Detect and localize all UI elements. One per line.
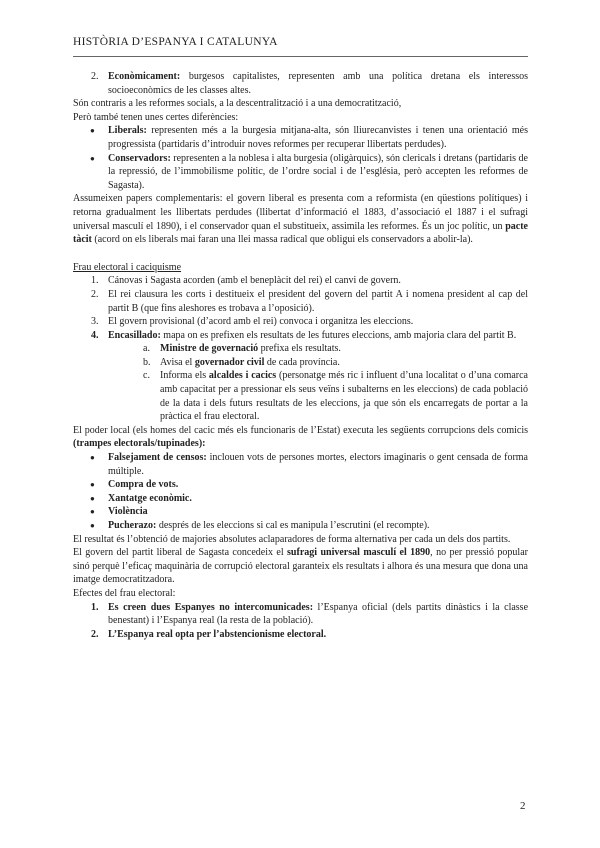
header-divider xyxy=(73,56,528,57)
bullet-icon: ● xyxy=(90,507,95,517)
list-item: ● Xantatge econòmic. xyxy=(90,492,192,504)
list-item: 2. L’Espanya real opta per l’abstencionisme electoral. xyxy=(91,628,327,640)
item-term: Encasillado: xyxy=(108,329,161,341)
list-item: 2. El rei clausura les corts i destitueix el president del govern del partit A i nomena president al cap del partit B (que fins aleshores es trobava a l’oposició). xyxy=(91,288,528,314)
bullet-icon: ● xyxy=(90,521,95,530)
page-number: 2 xyxy=(520,800,526,812)
item-text: representen més a la burgesia mitjana-alta, són lliurecanvistes i tenen una orientació més progressista (partidaris d’introduir noves reformes per recuperar llibertats perdudes). xyxy=(108,125,528,150)
paragraph: Són contraris a les reformes socials, a la descentralització i a una democratització, xyxy=(73,98,402,110)
bullet-icon: ● xyxy=(90,153,95,163)
list-item: ● Falsejament de censos: inclouen vots de persones mortes, electors imaginaris o gent censada de forma múltiple. xyxy=(90,452,528,477)
paragraph: El poder local (els homes del cacic més els funcionaris de l’Estat) executa les següents corrupcions dels comicis (trampes electorals/tupinades): xyxy=(73,424,528,450)
item-term: Econòmicament: xyxy=(108,71,181,82)
list-item: 1. Es creen dues Espanyes no intercomunicades: l’Espanya oficial (dels partits dinàstics i la classe benestant) i l’Espanya real (la resta de la població). xyxy=(91,601,529,627)
bold-term: pacte tàcit xyxy=(73,220,528,246)
item-text: burgesos capitalistes, representen amb una política dretana els interessos socioeconòmics de les classes altes. xyxy=(108,71,528,96)
paragraph: Efectes del frau electoral: xyxy=(73,587,176,599)
sub-list-item: a. Ministre de governació prefixa els resultats. xyxy=(143,343,341,355)
paragraph: Però també tenen unes certes diferències: xyxy=(73,111,239,123)
bullet-icon: ● xyxy=(90,493,95,503)
paragraph: El govern del partit liberal de Sagasta concedeix el sufragi universal masculí el 1890, no per pressió popular sinó perquè l’eficaç maquinària de corrupció electoral garanteix els resultats i alhora és una mesura que dona una imatge democratitzadora. xyxy=(73,547,528,586)
bullet-icon: ● xyxy=(90,480,95,490)
item-text: representen a la noblesa i alta burgesia (oligàrquics), són clericals i dretans (partidaris de la repressió, de l’immobilisme polític, de l’ordre social i de l’església, però accepten les reformes de Sagasta). xyxy=(108,152,528,191)
list-item-liberals xyxy=(73,124,528,151)
list-item: ● Pucherazo: després de les eleccions si cal es manipula l’escrutini (el recompte). xyxy=(90,520,430,531)
item-term: Liberals: xyxy=(108,125,147,137)
list-item xyxy=(73,70,528,97)
paragraph: Assumeixen papers complementaris: el govern liberal es presenta com a reformista (en qüestions polítiques) i retorna gradualment les llibertats perdudes (llibertat d’informació el 1883, d’associació el 1887 i el sufragi universal masculí el 1890), i el conservador quan el substitueix, assimila les reformes. És un joc polític, un pacte tàcit (acord on els liberals mai faran una llei massa radical que obligui els conservadors a abolir-la). xyxy=(73,193,528,246)
document-body xyxy=(73,70,528,641)
list-item-conservadors xyxy=(73,152,528,193)
list-item: 1. Cánovas i Sagasta acorden (amb el beneplàcit del rei) el canvi de govern. xyxy=(91,275,401,287)
list-item: ● Violència xyxy=(90,506,148,518)
item-number: 2. xyxy=(91,71,99,82)
list-item: 4. Encasillado: mapa on es prefixen els resultats de les futures eleccions, amb majoria clara del partit B. xyxy=(91,329,517,341)
list-item: 3. El govern provisional (d’acord amb el rei) convoca i organitza les eleccions. xyxy=(91,316,414,328)
sub-list-item: c. Informa els alcaldes i cacics (personatge més ric i influent d’una localitat o d’una comarca amb capacitat per a pressionar els seus veïns i subalterns en les eleccions) de cada població de la data i dels futurs resultats de les eleccions, ja que són els encarregats de portar a la pràctica el frau electoral. xyxy=(143,370,528,423)
bullet-icon: ● xyxy=(90,453,95,463)
item-term: Conservadors: xyxy=(108,152,171,164)
list-item: ● Compra de vots. xyxy=(90,479,179,491)
section-title: Frau electoral i caciquisme xyxy=(73,261,182,273)
bullet-icon: ● xyxy=(90,126,95,136)
page-header-title: HISTÒRIA D’ESPANYA I CATALUNYA xyxy=(73,36,278,48)
paragraph: El resultat és l’obtenció de majories absolutes aclaparadores de forma alternativa per cada un dels dos partits. xyxy=(73,533,511,545)
sub-list-item: b. Avisa el governador civil de cada província. xyxy=(143,356,340,368)
